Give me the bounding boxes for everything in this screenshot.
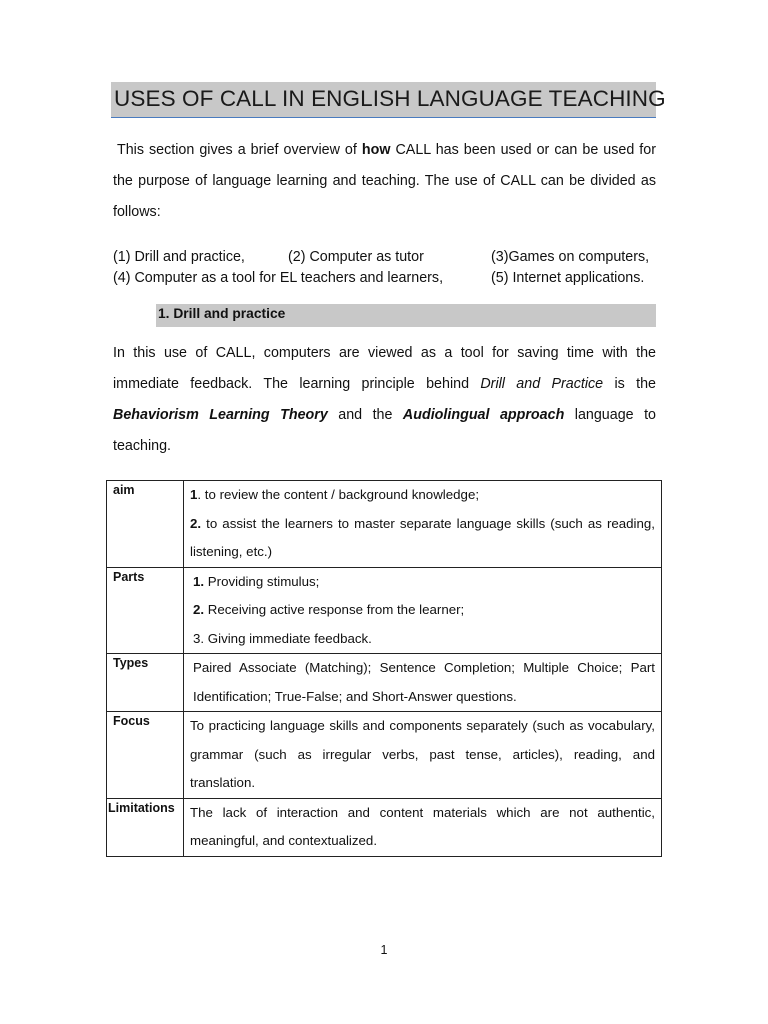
row-label-focus: Focus bbox=[107, 712, 184, 799]
parts-num-2: 2. bbox=[193, 602, 205, 617]
aim-text-2: to assist the learners to master separate language skills (such as reading, listening, etc.) bbox=[190, 515, 655, 559]
row-label-aim: aim bbox=[107, 481, 184, 568]
drill-practice-table bbox=[106, 480, 662, 857]
row-label-limitations: Limitations bbox=[107, 798, 184, 856]
drill-text-4: language to teaching. bbox=[113, 407, 656, 454]
drill-text-2: is the bbox=[603, 376, 656, 392]
drill-text-3: and the bbox=[327, 407, 403, 423]
page-number: 1 bbox=[380, 943, 388, 957]
row-content-types: Paired Associate (Matching); Sentence Completion; Multiple Choice; Part Identification; True-False; and Short-Answer questions. bbox=[184, 654, 662, 712]
row-content-parts bbox=[184, 567, 662, 654]
audiolingual-term: Audiolingual approach bbox=[402, 407, 565, 423]
page-title-bar bbox=[111, 82, 666, 118]
intro-text-2: CALL has been used or can be used for the purpose of language learning and teaching. The use of CALL can be divided as follows: bbox=[113, 142, 656, 220]
section-heading-bar bbox=[156, 304, 656, 327]
use-item-1: (1) Drill and practice, bbox=[113, 249, 245, 265]
intro-bold-how: how bbox=[361, 142, 391, 158]
table-row-types bbox=[107, 654, 662, 712]
use-item-2: (2) Computer as tutor bbox=[288, 249, 424, 265]
drill-paragraph bbox=[113, 338, 656, 462]
row-content-limitations: The lack of interaction and content materials which are not authentic, meaningful, and contextualized. bbox=[184, 798, 662, 856]
intro-text-1: This section gives a brief overview of bbox=[117, 142, 362, 158]
row-label-parts: Parts bbox=[107, 567, 184, 654]
parts-text-2: Receiving active response from the learner; bbox=[204, 602, 465, 617]
use-item-4: (4) Computer as a tool for EL teachers and learners, bbox=[113, 270, 444, 286]
row-content-aim bbox=[184, 481, 662, 568]
parts-text-1: Providing stimulus; bbox=[204, 573, 320, 589]
parts-num-1: 1. bbox=[193, 573, 205, 589]
behaviorism-term: Behaviorism Learning Theory bbox=[113, 407, 328, 423]
table-row-limitations bbox=[107, 798, 662, 856]
table-row-focus bbox=[107, 712, 662, 799]
aim-num-2: 2. bbox=[190, 515, 202, 531]
use-item-5: (5) Internet applications. bbox=[491, 270, 645, 286]
drill-text-1: In this use of CALL, computers are viewed as a tool for saving time with the immediate feedback. The learning principle behind bbox=[113, 345, 656, 392]
intro-paragraph bbox=[113, 135, 656, 228]
aim-num-1: 1 bbox=[190, 487, 198, 502]
use-item-3: (3)Games on computers, bbox=[491, 249, 650, 265]
row-content-focus: To practicing language skills and components separately (such as vocabulary, grammar (such as irregular verbs, past tense, articles), reading, and translation. bbox=[184, 712, 662, 799]
aim-text-1: . to review the content / background knowledge; bbox=[197, 487, 480, 502]
section-heading: 1. Drill and practice bbox=[158, 306, 286, 321]
table-row-parts bbox=[107, 567, 662, 654]
row-label-types: Types bbox=[107, 654, 184, 712]
page-title: USES OF CALL IN ENGLISH LANGUAGE TEACHING bbox=[114, 86, 666, 111]
drill-italic: Drill and Practice bbox=[480, 376, 604, 392]
parts-text-3: 3. Giving immediate feedback. bbox=[193, 630, 372, 646]
call-uses-list bbox=[113, 247, 656, 289]
table-row-aim bbox=[107, 481, 662, 568]
